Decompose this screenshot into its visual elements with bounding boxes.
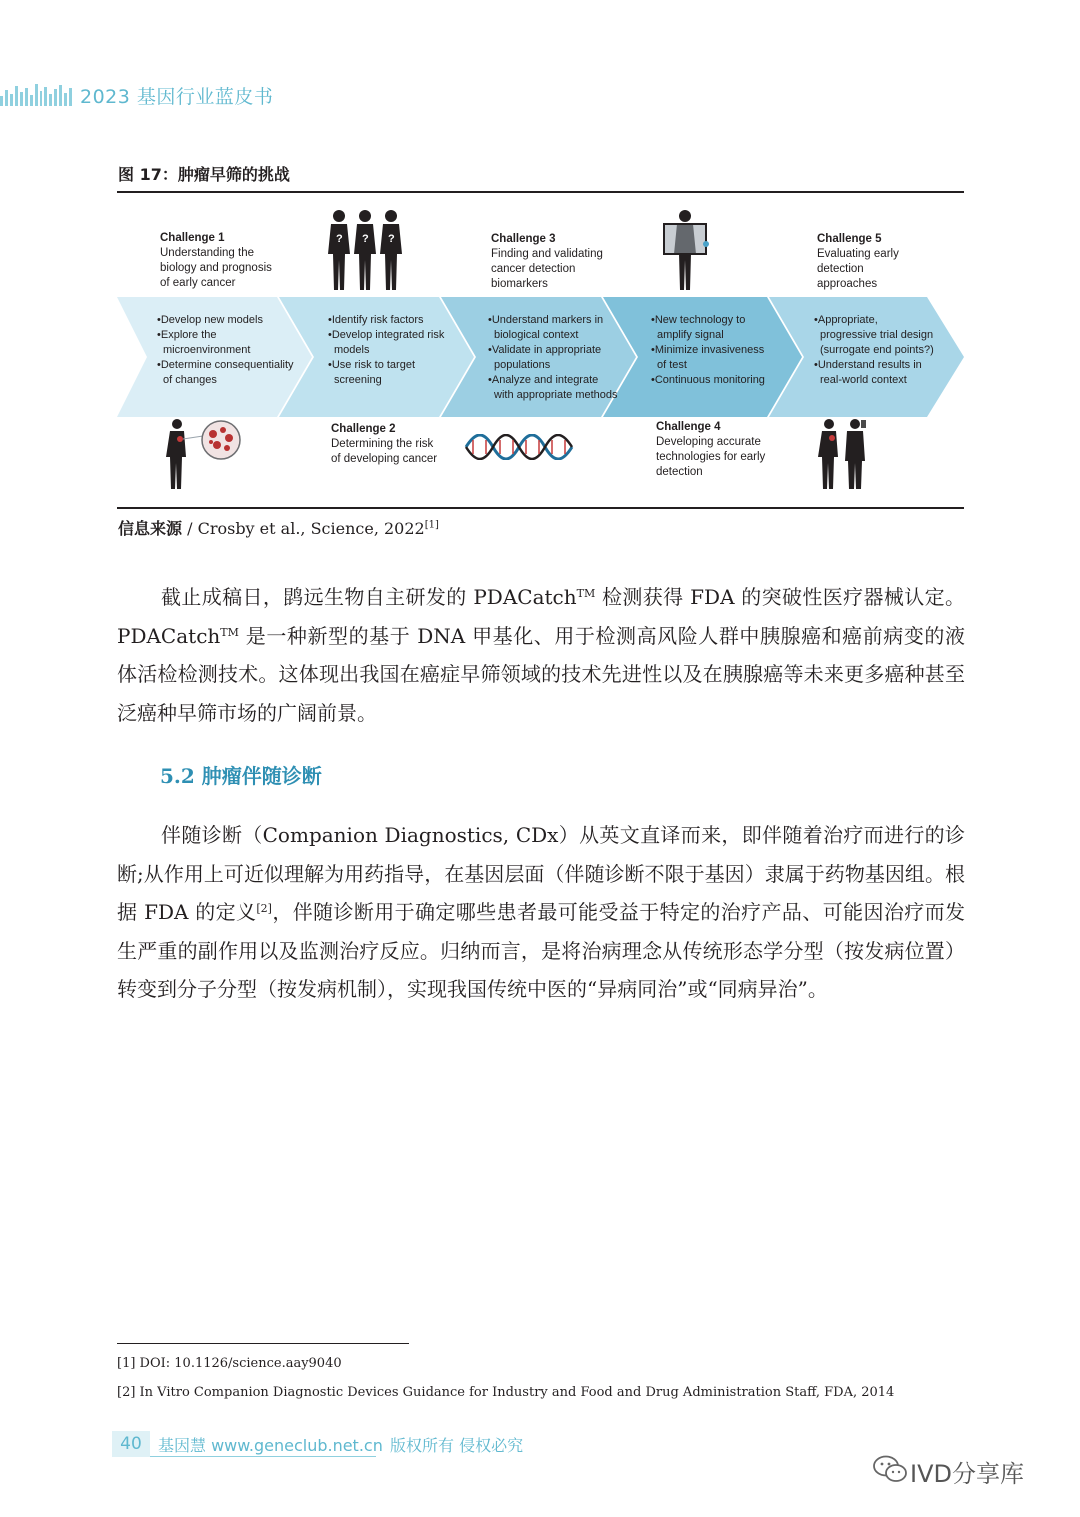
challenge-1-label: Challenge 1 Understanding the biology and prognosis of early cancer: [160, 232, 272, 289]
challenge-4-items: [649, 313, 773, 388]
svg-text:?: ?: [388, 233, 395, 245]
footer-rights: 版权所有 侵权必究: [390, 1436, 524, 1455]
wechat-icon: [872, 1454, 908, 1484]
challenge-5-label: Challenge 5 Evaluating early detection approaches: [817, 233, 899, 290]
dna-helix-icon: [464, 434, 574, 460]
list-item: • New technology to amplify signal: [649, 313, 773, 343]
list-item: • Use risk to target screening: [326, 358, 454, 388]
body-scan-icon: [660, 208, 716, 293]
paragraph-pdacatch: 截止成稿日，鹍远生物自主研发的 PDACatch™ 检测获得 FDA 的突破性医疗器械认定。PDACatch™ 是一种新型的基于 DNA 甲基化、用于检测高风险人群中胰腺癌和癌前病变的液体活检检测技术。这体现出我国在癌症早筛领域的技术先进性以及在胰腺癌等未来更多癌种甚至泛癌种早筛市场的广阔前景。: [117, 585, 965, 725]
list-item: • Appropriate, progressive trial design (surrogate end points?): [812, 313, 936, 358]
footnote-rule: [117, 1343, 409, 1344]
list-item: • Minimize invasiveness of test: [649, 343, 773, 373]
footer-underline: [150, 1456, 376, 1457]
list-item: • Continuous monitoring: [649, 373, 773, 388]
challenge-3-label: Challenge 3 Finding and validating cancer detection biomarkers: [491, 233, 603, 290]
running-header: [0, 80, 400, 110]
list-item: • Analyze and integrate with appropriate methods: [486, 373, 620, 403]
source-text: / Crosby et al., Science, 2022: [182, 519, 425, 538]
section-heading: 5.2 肿瘤伴随诊断: [160, 764, 322, 788]
header-title: 2023 基因行业蓝皮书: [80, 86, 274, 108]
challenge-5-items: [812, 313, 936, 388]
challenge-2-label: Challenge 2 Determining the risk of developing cancer: [331, 423, 438, 465]
list-item: • Explore the microenvironment: [155, 328, 300, 358]
footer-site: 基因慧 www.geneclub.net.cn: [158, 1436, 383, 1455]
header-bars-decoration: [0, 82, 72, 106]
patient-doctor-icon: [817, 418, 869, 493]
list-item: • Develop new models: [155, 313, 300, 328]
svg-text:?: ?: [362, 233, 369, 245]
svg-text:?: ?: [336, 233, 343, 245]
figure-caption: 图 17：肿瘤早筛的挑战: [118, 165, 290, 184]
list-item: • Understand results in real-world context: [812, 358, 936, 388]
list-item: • Develop integrated risk models: [326, 328, 454, 358]
challenge-2-items: [326, 313, 454, 388]
challenges-figure: [117, 200, 964, 505]
list-item: • Understand markers in biological context: [486, 313, 620, 343]
paragraph-companion-diagnostics: 伴随诊断（Companion Diagnostics, CDx）从英文直译而来，即伴随着治疗而进行的诊断;从作用上可近似理解为用药指导，在基因层面（伴随诊断不限于基因）隶属于药物基因组。根据 FDA 的定义[2]，伴随诊断用于确定哪些患者最可能受益于特定的治疗产品、可能因治疗而发生严重的副作用以及监测治疗反应。归纳而言，是将治病理念从传统形态学分型（按发病位置）转变到分子分型（按发病机制），实现我国传统中医的“异病同治”或“同病异治”。: [117, 823, 965, 1001]
figure-source: [118, 516, 439, 539]
challenge-3-items: [486, 313, 620, 403]
source-reference: [1]: [424, 519, 439, 531]
challenge-1-items: [155, 313, 300, 388]
figure-top-rule: [117, 191, 964, 193]
figure-bottom-rule: [117, 507, 964, 509]
cell-microenvironment-icon: [163, 418, 253, 493]
three-people-question-icon: [325, 208, 405, 293]
page-number: 40: [112, 1431, 150, 1457]
list-item: • Validate in appropriate populations: [486, 343, 620, 373]
source-label: 信息来源: [118, 519, 183, 538]
challenge-4-label: Challenge 4 Developing accurate technologies for early detection: [656, 421, 766, 478]
footnote-1: [1] DOI: 10.1126/science.aay9040: [117, 1356, 342, 1371]
list-item: • Determine consequentiality of changes: [155, 358, 300, 388]
watermark-text: IVD分享库: [910, 1460, 1024, 1488]
list-item: • Identify risk factors: [326, 313, 454, 328]
footnote-2: [2] In Vitro Companion Diagnostic Devices Guidance for Industry and Food and Drug Administration Staff, FDA, 2014: [117, 1385, 895, 1400]
